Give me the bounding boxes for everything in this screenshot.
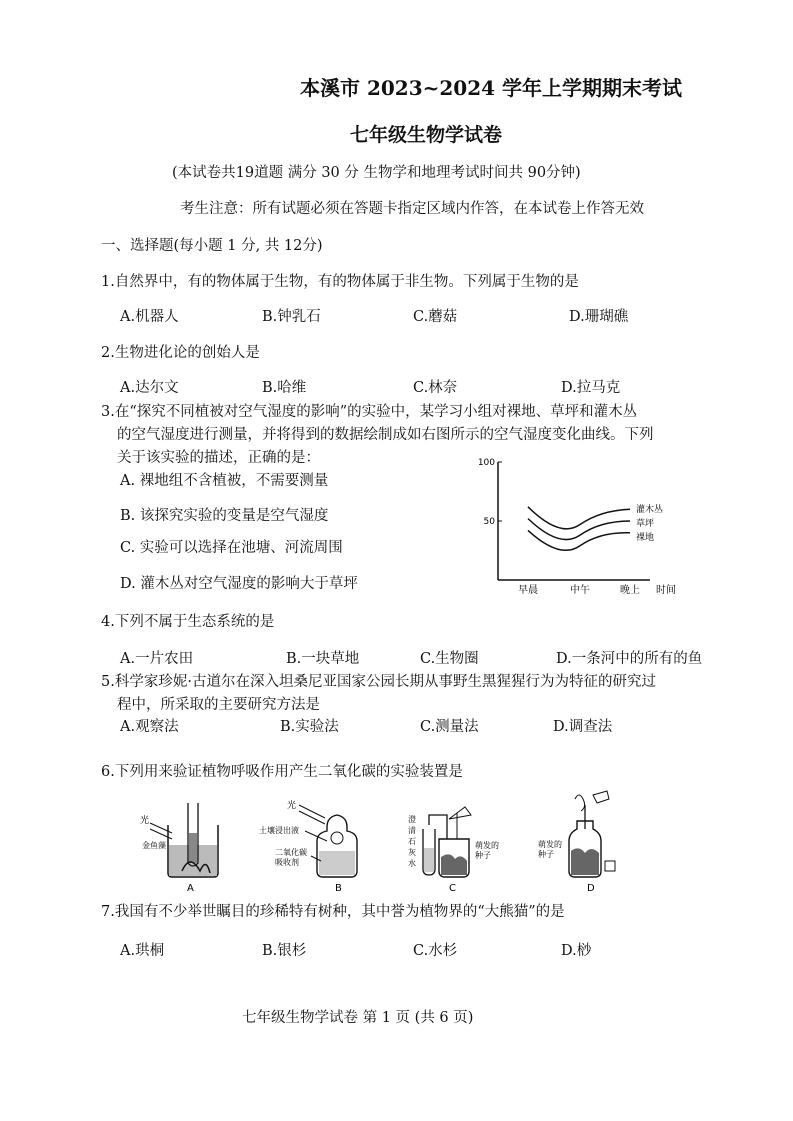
q4-option-b: B.一块草地 — [286, 651, 360, 667]
q3-option-b: B. 该探究实验的变量是空气湿度 — [120, 508, 329, 524]
q2-option-a: A.达尔文 — [120, 380, 179, 396]
q3-option-c: C. 实验可以选择在池塘、河流周围 — [120, 540, 343, 556]
q7-option-a: A.珙桐 — [120, 943, 165, 959]
svg-text:澄: 澄 — [408, 815, 416, 824]
series-label-0: 灌木丛 — [636, 505, 664, 516]
series-label-2: 裸地 — [636, 532, 655, 543]
paper-info: (本试卷共19道题 满分 30 分 生物学和地理考试时间共 90分钟) — [172, 165, 581, 181]
svg-text:种子: 种子 — [475, 851, 491, 860]
q5-option-b: B.实验法 — [280, 719, 339, 735]
q3-option-a: A. 裸地组不含植被，不需要测量 — [120, 473, 329, 489]
x-axis-label: 时间 — [656, 585, 676, 595]
q1-option-d: D.珊瑚礁 — [569, 309, 629, 325]
svg-text:土壤浸出液: 土壤浸出液 — [259, 826, 299, 835]
series-line-1 — [528, 519, 630, 540]
svg-text:A: A — [187, 883, 194, 893]
candidate-notice: 考生注意：所有试题必须在答题卡指定区域内作答，在本试卷上作答无效 — [180, 201, 644, 217]
x-tick-label: 早晨 — [518, 585, 538, 595]
svg-text:种子: 种子 — [538, 850, 554, 859]
svg-text:B: B — [335, 883, 342, 893]
exam-title: 本溪市 2023~2024 学年上学期期末考试 — [300, 76, 683, 100]
q4-option-c: C.生物圈 — [420, 651, 479, 667]
y-tick-label: 50 — [483, 517, 495, 527]
q7-option-c: C.水杉 — [413, 943, 458, 959]
series-line-0 — [528, 507, 630, 529]
section-heading: 一、选择题(每小题 1 分, 共 12分) — [101, 238, 323, 254]
apparatus-d — [535, 785, 635, 893]
question-6-stem: 6.下列用来验证植物呼吸作用产生二氧化碳的实验装置是 — [101, 764, 463, 780]
q5-option-c: C.测量法 — [420, 719, 479, 735]
q2-option-d: D.拉马克 — [561, 380, 621, 396]
svg-text:清: 清 — [408, 826, 416, 835]
question-3-stem-line3: 关于该实验的描述，正确的是： — [117, 450, 320, 466]
q1-option-c: C.蘑菇 — [413, 309, 458, 325]
question-4-stem: 4.下列不属于生态系统的是 — [101, 614, 275, 630]
q5-option-a: A.观察法 — [120, 719, 179, 735]
series-label-1: 草坪 — [636, 519, 655, 529]
question-3-stem-line1: 3.在“探究不同植被对空气湿度的影响”的实验中，某学习小组对裸地、草坪和灌木丛 — [101, 404, 638, 420]
q7-option-d: D.桫 — [561, 943, 592, 959]
svg-text:C: C — [449, 883, 456, 893]
apparatus-b — [255, 793, 385, 893]
y-tick-label: 100 — [477, 458, 495, 468]
question-2-stem: 2.生物进化论的创始人是 — [101, 345, 260, 361]
q2-option-c: C.林奈 — [413, 380, 458, 396]
q1-option-b: B.钟乳石 — [262, 309, 321, 325]
q4-option-a: A.一片农田 — [120, 651, 194, 667]
q2-option-b: B.哈维 — [262, 380, 307, 396]
apparatus-c — [405, 793, 515, 893]
svg-text:灰: 灰 — [408, 848, 416, 857]
svg-text:金鱼藻: 金鱼藻 — [142, 841, 166, 850]
paper-subtitle: 七年级生物学试卷 — [350, 124, 503, 146]
svg-text:水: 水 — [408, 859, 416, 868]
apparatus-a — [130, 793, 240, 893]
question-7-stem: 7.我国有不少举世瞩目的珍稀特有树种，其中誉为植物界的“大熊猫”的是 — [101, 904, 565, 920]
svg-text:光: 光 — [287, 801, 297, 811]
question-5-stem-line1: 5.科学家珍妮·古道尔在深入坦桑尼亚国家公园长期从事野生黑猩猩行为为特征的研究过 — [101, 674, 656, 690]
svg-text:萌发的: 萌发的 — [538, 840, 562, 849]
q1-option-a: A.机器人 — [120, 309, 179, 325]
humidity-chart — [470, 450, 690, 595]
q4-option-d: D.一条河中的所有的鱼 — [556, 651, 703, 667]
question-1-stem: 1.自然界中，有的物体属于生物，有的物体属于非生物。下列属于生物的是 — [101, 274, 579, 290]
svg-text:吸收剂: 吸收剂 — [275, 858, 299, 867]
q5-option-d: D.调查法 — [553, 719, 613, 735]
svg-text:萌发的: 萌发的 — [475, 841, 499, 850]
page-footer: 七年级生物学试卷 第 1 页 (共 6 页) — [242, 1010, 474, 1026]
svg-text:石: 石 — [408, 837, 416, 846]
question-5-stem-line2: 程中，所采取的主要研究方法是 — [117, 697, 320, 713]
svg-text:二氧化碳: 二氧化碳 — [275, 848, 307, 857]
svg-text:D: D — [587, 883, 595, 893]
svg-text:光: 光 — [140, 816, 150, 826]
x-tick-label: 晚上 — [620, 585, 640, 595]
q3-option-d: D. 灌木丛对空气湿度的影响大于草坪 — [120, 576, 358, 592]
series-line-2 — [528, 530, 630, 550]
x-tick-label: 中午 — [570, 585, 590, 595]
q7-option-b: B.银杉 — [262, 943, 307, 959]
question-3-stem-line2: 的空气湿度进行测量，并将得到的数据绘制成如右图所示的空气湿度变化曲线。下列 — [117, 427, 654, 443]
